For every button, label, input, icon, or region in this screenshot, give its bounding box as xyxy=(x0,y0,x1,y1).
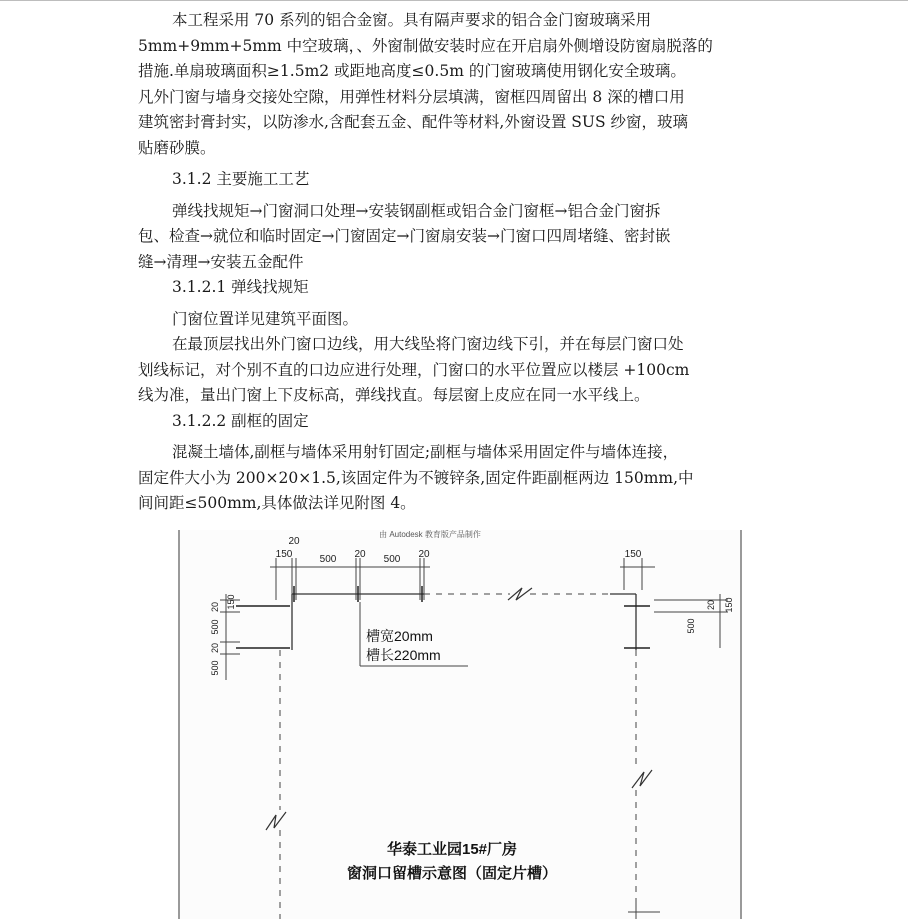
document-body xyxy=(138,8,778,517)
dim-label: 500 xyxy=(210,619,220,635)
paragraph-line: 措施.单扇玻璃面积≥1.5m2 或距地高度≤0.5m 的门窗玻璃使用钢化安全玻璃。 xyxy=(138,62,686,80)
paragraph-line: 包、检查→就位和临时固定→门窗固定→门窗扇安装→门窗口四周堵缝、密封嵌 xyxy=(138,227,671,245)
drawing-title-2: 窗洞口留槽示意图（固定片槽） xyxy=(346,865,558,882)
drawing-svg xyxy=(180,530,740,919)
break-symbols xyxy=(266,588,652,830)
section-heading-3-1-2-2: 3.1.2.2 副框的固定 xyxy=(172,411,309,430)
paragraph-line: 在最顶层找出外门窗口边线，用大线坠将门窗边线下引，并在每层门窗口处 xyxy=(172,335,684,353)
page-top-rule xyxy=(0,0,908,1)
dim-label: 20 xyxy=(418,549,430,560)
paragraph-line: 凡外门窗与墙身交接处空隙，用弹性材料分层填满，窗框四周留出 8 深的槽口用 xyxy=(138,87,685,106)
dim-label: 150 xyxy=(275,549,293,560)
section-heading-3-1-2: 3.1.2 主要施工工艺 xyxy=(172,170,310,188)
dim-label: 150 xyxy=(724,597,734,613)
paragraph-line: 建筑密封膏封实，以防渗水,含配套五金、配件等材料,外窗设置 SUS 纱窗，玻璃 xyxy=(138,113,689,131)
paragraph-line: 弹线找规矩→门窗洞口处理→安装钢副框或铝合金门窗框→铝合金门窗拆 xyxy=(172,201,661,220)
window-slot-drawing xyxy=(178,530,742,919)
dim-label: 150 xyxy=(226,594,236,610)
drawing-title-1: 华泰工业园15#厂房 xyxy=(386,841,518,858)
dim-label: 150 xyxy=(624,549,642,560)
paragraph-line: 5mm+9mm+5mm 中空玻璃，、外窗制做安装时应在开启扇外侧增设防窗扇脱落的 xyxy=(138,36,713,55)
dim-label: 500 xyxy=(319,554,337,565)
paragraph-line: 固定件大小为 200×20×1.5,该固定件为不镀锌条,固定件距副框两边 150mm,中 xyxy=(138,468,694,487)
dim-label: 20 xyxy=(210,601,220,613)
watermark-text: 由 Autodesk 教育版产品制作 xyxy=(379,530,481,539)
dim-label: 20 xyxy=(288,536,300,547)
paragraph-line: 混凝土墙体,副框与墙体采用射钉固定;副框与墙体采用固定件与墙体连接， xyxy=(172,443,679,461)
section-heading-3-1-2-1: 3.1.2.1 弹线找规矩 xyxy=(172,278,309,296)
paragraph-line: 门窗位置详见建筑平面图。 xyxy=(172,309,359,328)
paragraph-line: 线为准，量出门窗上下皮标高，弹线找直。每层窗上皮应在同一水平线上。 xyxy=(138,386,650,404)
paragraph-line: 本工程采用 70 系列的铝合金窗。具有隔声要求的铝合金门窗玻璃采用 xyxy=(172,11,652,29)
opening-outline xyxy=(292,594,636,650)
paragraph-line: 间间距≤500mm,具体做法详见附图 4。 xyxy=(138,494,416,512)
slot-marks-left xyxy=(236,606,290,648)
dim-label: 20 xyxy=(354,549,366,560)
dim-label: 500 xyxy=(686,618,696,634)
paragraph-line: 划线标记，对个别不直的口边应进行处理，门窗口的水平位置应以楼层 +100cm xyxy=(138,360,690,379)
dim-label: 20 xyxy=(210,642,220,654)
slot-width-note: 槽宽20mm xyxy=(366,628,433,644)
dim-label: 500 xyxy=(383,554,401,565)
slot-length-note: 槽长220mm xyxy=(366,647,441,663)
dim-label: 500 xyxy=(210,660,220,676)
slot-marks-right xyxy=(624,606,650,648)
bottom-dimension-ticks xyxy=(628,904,660,919)
dim-label: 20 xyxy=(706,599,716,611)
paragraph-line: 缝→清理→安装五金配件 xyxy=(138,252,304,271)
paragraph-line: 贴磨砂膜。 xyxy=(138,138,216,157)
